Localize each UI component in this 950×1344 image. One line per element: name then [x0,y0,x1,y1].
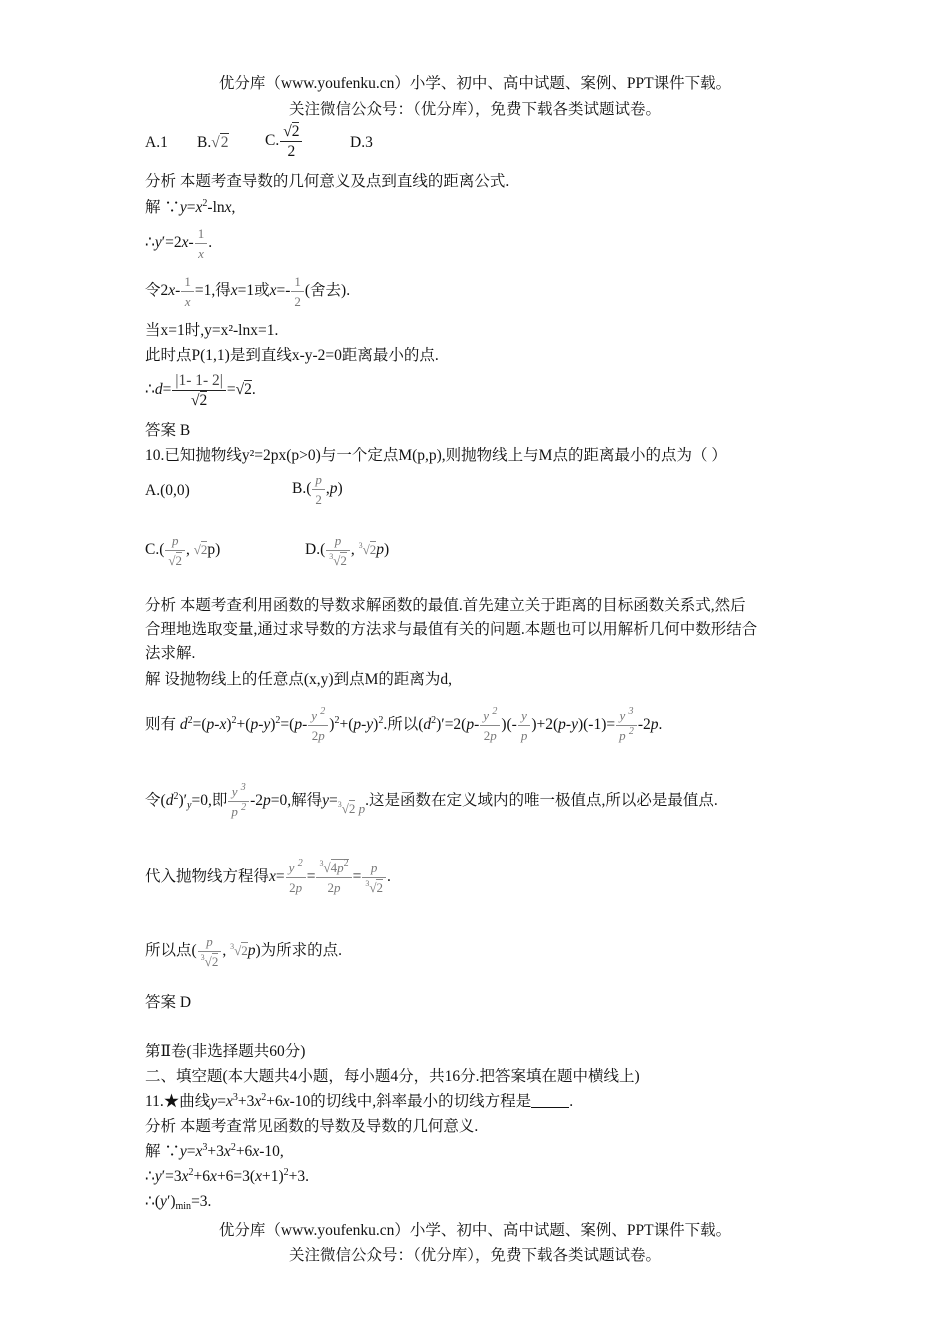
q10-set: 令$(d^2)'_y=0$,即 $\frac{y ^3}{p ^2}$ -2p=0,解得$y=_{^3√2 p}$.这是函数在定义域内的唯一极值点,所以必是最值点. [145,782,718,819]
q10-stem: 10.已知抛物线y²=2px(p>0)与一个定点M(p,p),则抛物线上与M点的距离最小的点为（ ） [145,447,727,464]
q10-analysis-1: 分析 本题考查利用函数的导数求解函数的最值.首先建立关于距离的目标函数关系式,然后 [145,597,746,614]
q10-then: 则有 $d^2=(p-x)^2+(p-y)^2=(p-$ $\frac{y ^2}{2p}$ )$^2+(p-y)^2$.所以$(d^2)'=2(p-$ $\frac{y ^2}{2p}$ )(- $\frac{y}{p}$ )+2(p-y)(-1)= $\frac{y ^3}{p ^2}$ -2p. [145,706,663,743]
q10-substitute: 代入抛物线方程得x= $\frac{y ^2}{2p}$ = $\frac{^3√4p^2}{2p}$ = $\frac{p}{^3√2}$ . [145,858,391,895]
q10-set-prefix: 令 [145,792,161,810]
q10-then-prefix: 则有 [145,716,177,734]
q9-option-c [265,122,303,161]
fraction-y3-over-p2: $\frac{y ^3}{p ^2}$ [616,706,637,745]
q11-solution-prefix: 解 ∵ [145,1143,180,1160]
q10-option-a: A.(0,0) [145,482,190,499]
q11-minimum: $\therefore(y')_{min}=3$. [145,1193,212,1212]
footer-line-2: 关注微信公众号：（优分库），免费下载各类试题试卷。 [288,1247,661,1264]
q11-minimum-prefix: ∴ [145,1193,155,1210]
fraction-p-over-cbrt2: $\frac{p}{^3√2}$ [362,858,386,897]
q10-so-tail: )为所求的点. [255,942,342,960]
fraction-p-over-sqrt2: $\frac{p}{√2}$ [165,531,185,570]
q9-distance-prefix: ∴ [145,381,155,399]
q11-stem-prefix: 11.★曲线 [145,1093,211,1110]
q9-distance: ∴d= $\frac{|1- 1- 2|}{√2}$ =√2. [145,372,256,409]
q10-solution: 解 设抛物线上的任意点(x,y)到点M的距离为d, [145,671,452,688]
q9-solution: 解 $\because y=x^2$-lnx, [145,198,236,216]
part2-title: 第Ⅱ卷(非选择题共60分) [145,1043,306,1060]
q9-let-prefix: 令 [145,282,161,300]
q9-abandon: (舍去). [304,282,351,300]
q9-let: 令2x- $\frac{1}{x}$ =1,得x=1或x=- $\frac{1}{2}$ (舍去). [145,274,351,309]
fraction-1-over-2: $\frac{1}{2}$ [291,272,304,311]
q10-option-c-label: C.( [145,541,165,559]
fraction-y3-over-p2: $\frac{y ^3}{p ^2}$ [228,782,249,821]
fraction-p-over-2: $\frac{p}{2}$ [312,470,325,509]
q9-option-d: D.3 [350,134,373,151]
q11-stem-end: . [569,1093,574,1110]
q10-answer: 答案 D [145,994,192,1011]
q10-analysis-3: 法求解. [145,645,196,662]
q9-option-b-label: B. [197,134,212,151]
q10-option-b: B.( $\frac{p}{2}$ ,p) [292,472,343,507]
q9-when: 当x=1时,y=x²-lnx=1. [145,322,279,339]
sqrt2: √2 [211,134,229,151]
fraction-1-over-x: $\frac{1}{x}$ [195,224,208,263]
part2-section: 二、填空题(本大题共4小题，每小题4分，共16分.把答案填在题中横线上) [145,1068,640,1085]
fraction-y2-over-2p: $\frac{y ^2}{2p}$ [308,706,328,745]
fraction-1-over-x: $\frac{1}{x}$ [181,272,194,311]
q9-option-a: A.1 [145,134,168,151]
fraction-y-over-p: $\frac{y}{p}$ [518,706,531,745]
q11-stem: 11.★曲线$y=x^3+3x^2+6x-10$的切线中,斜率最小的切线方程是 . [145,1092,574,1110]
q10-option-c: C.( $\frac{p}{√2}$ , √2p) [145,533,221,568]
fraction-p-over-cbrt2: $\frac{p}{^3√2}$ [326,531,350,570]
q10-option-d: D.( $\frac{p}{^3√2}$ , $^3$√2p) [305,533,390,568]
q10-so-prefix: 所以点( [145,942,197,960]
q10-substitute-prefix: 代入抛物线方程得 [145,868,270,886]
answer-blank[interactable] [531,1093,569,1108]
q10-option-d-label: D.( [305,541,326,559]
q9-answer: 答案 B [145,422,191,439]
q11-derivative-prefix: ∴ [145,1168,155,1185]
q9-option-c-label: C. [265,132,280,150]
q9-analysis: 分析 本题考查导数的几何意义及点到直线的距离公式. [145,173,510,190]
header-line-1: 优分库（www.youfenku.cn）小学、初中、高中试题、案例、PPT课件下载。 [218,75,732,92]
q9-derivative-prefix: ∴ [145,234,155,252]
q11-analysis: 分析 本题考查常见函数的导数及导数的几何意义. [145,1118,479,1135]
fraction-p-over-cbrt2: $\frac{p}{^3√2}$ [198,932,222,971]
q10-analysis-2: 合理地选取变量,通过求导数的方法求与最值有关的问题.本题也可以用解析几何中数形结合 [145,621,758,638]
fraction-distance: $\frac{|1- 1- 2|}{√2}$ [172,371,226,410]
q9-option-b [197,133,229,153]
footer-line-1: 优分库（www.youfenku.cn）小学、初中、高中试题、案例、PPT课件下载。 [218,1222,732,1239]
fraction-y2-over-2p: $\frac{y ^2}{2p}$ [286,858,306,897]
q10-so: 所以点( $\frac{p}{^3√2}$ , $^3$√2p)为所求的点. [145,934,342,969]
q11-stem-mid: 的切线中,斜率最小的切线方程是 [310,1093,532,1110]
q10-option-b-label: B.( [292,480,312,498]
fraction-cbrt4p2-over-2p: $\frac{^3√4p^2}{2p}$ [316,858,351,897]
q9-solution-prefix: 解 ∵ [145,199,180,216]
header-line-2: 关注微信公众号：（优分库），免费下载各类试题试卷。 [288,101,661,118]
fraction-y2-over-2p: $\frac{y ^2}{2p}$ [480,706,500,745]
q11-solution: 解 $\because y=x^3+3x^2+6x-10$, [145,1142,284,1160]
q9-point: 此时点P(1,1)是到直线x-y-2=0距离最小的点. [145,347,439,364]
q10-set-tail: .这是函数在定义域内的唯一极值点,所以必是最值点. [365,792,718,810]
q9-derivative: ∴y′=2x- $\frac{1}{x}$ . [145,226,213,261]
q11-derivative: $\therefore y'=3x^2+6x+6=3(x+1)^2+3$. [145,1167,310,1185]
fraction-sqrt2-over-2: $\frac{√2}{2}$ [280,122,302,161]
